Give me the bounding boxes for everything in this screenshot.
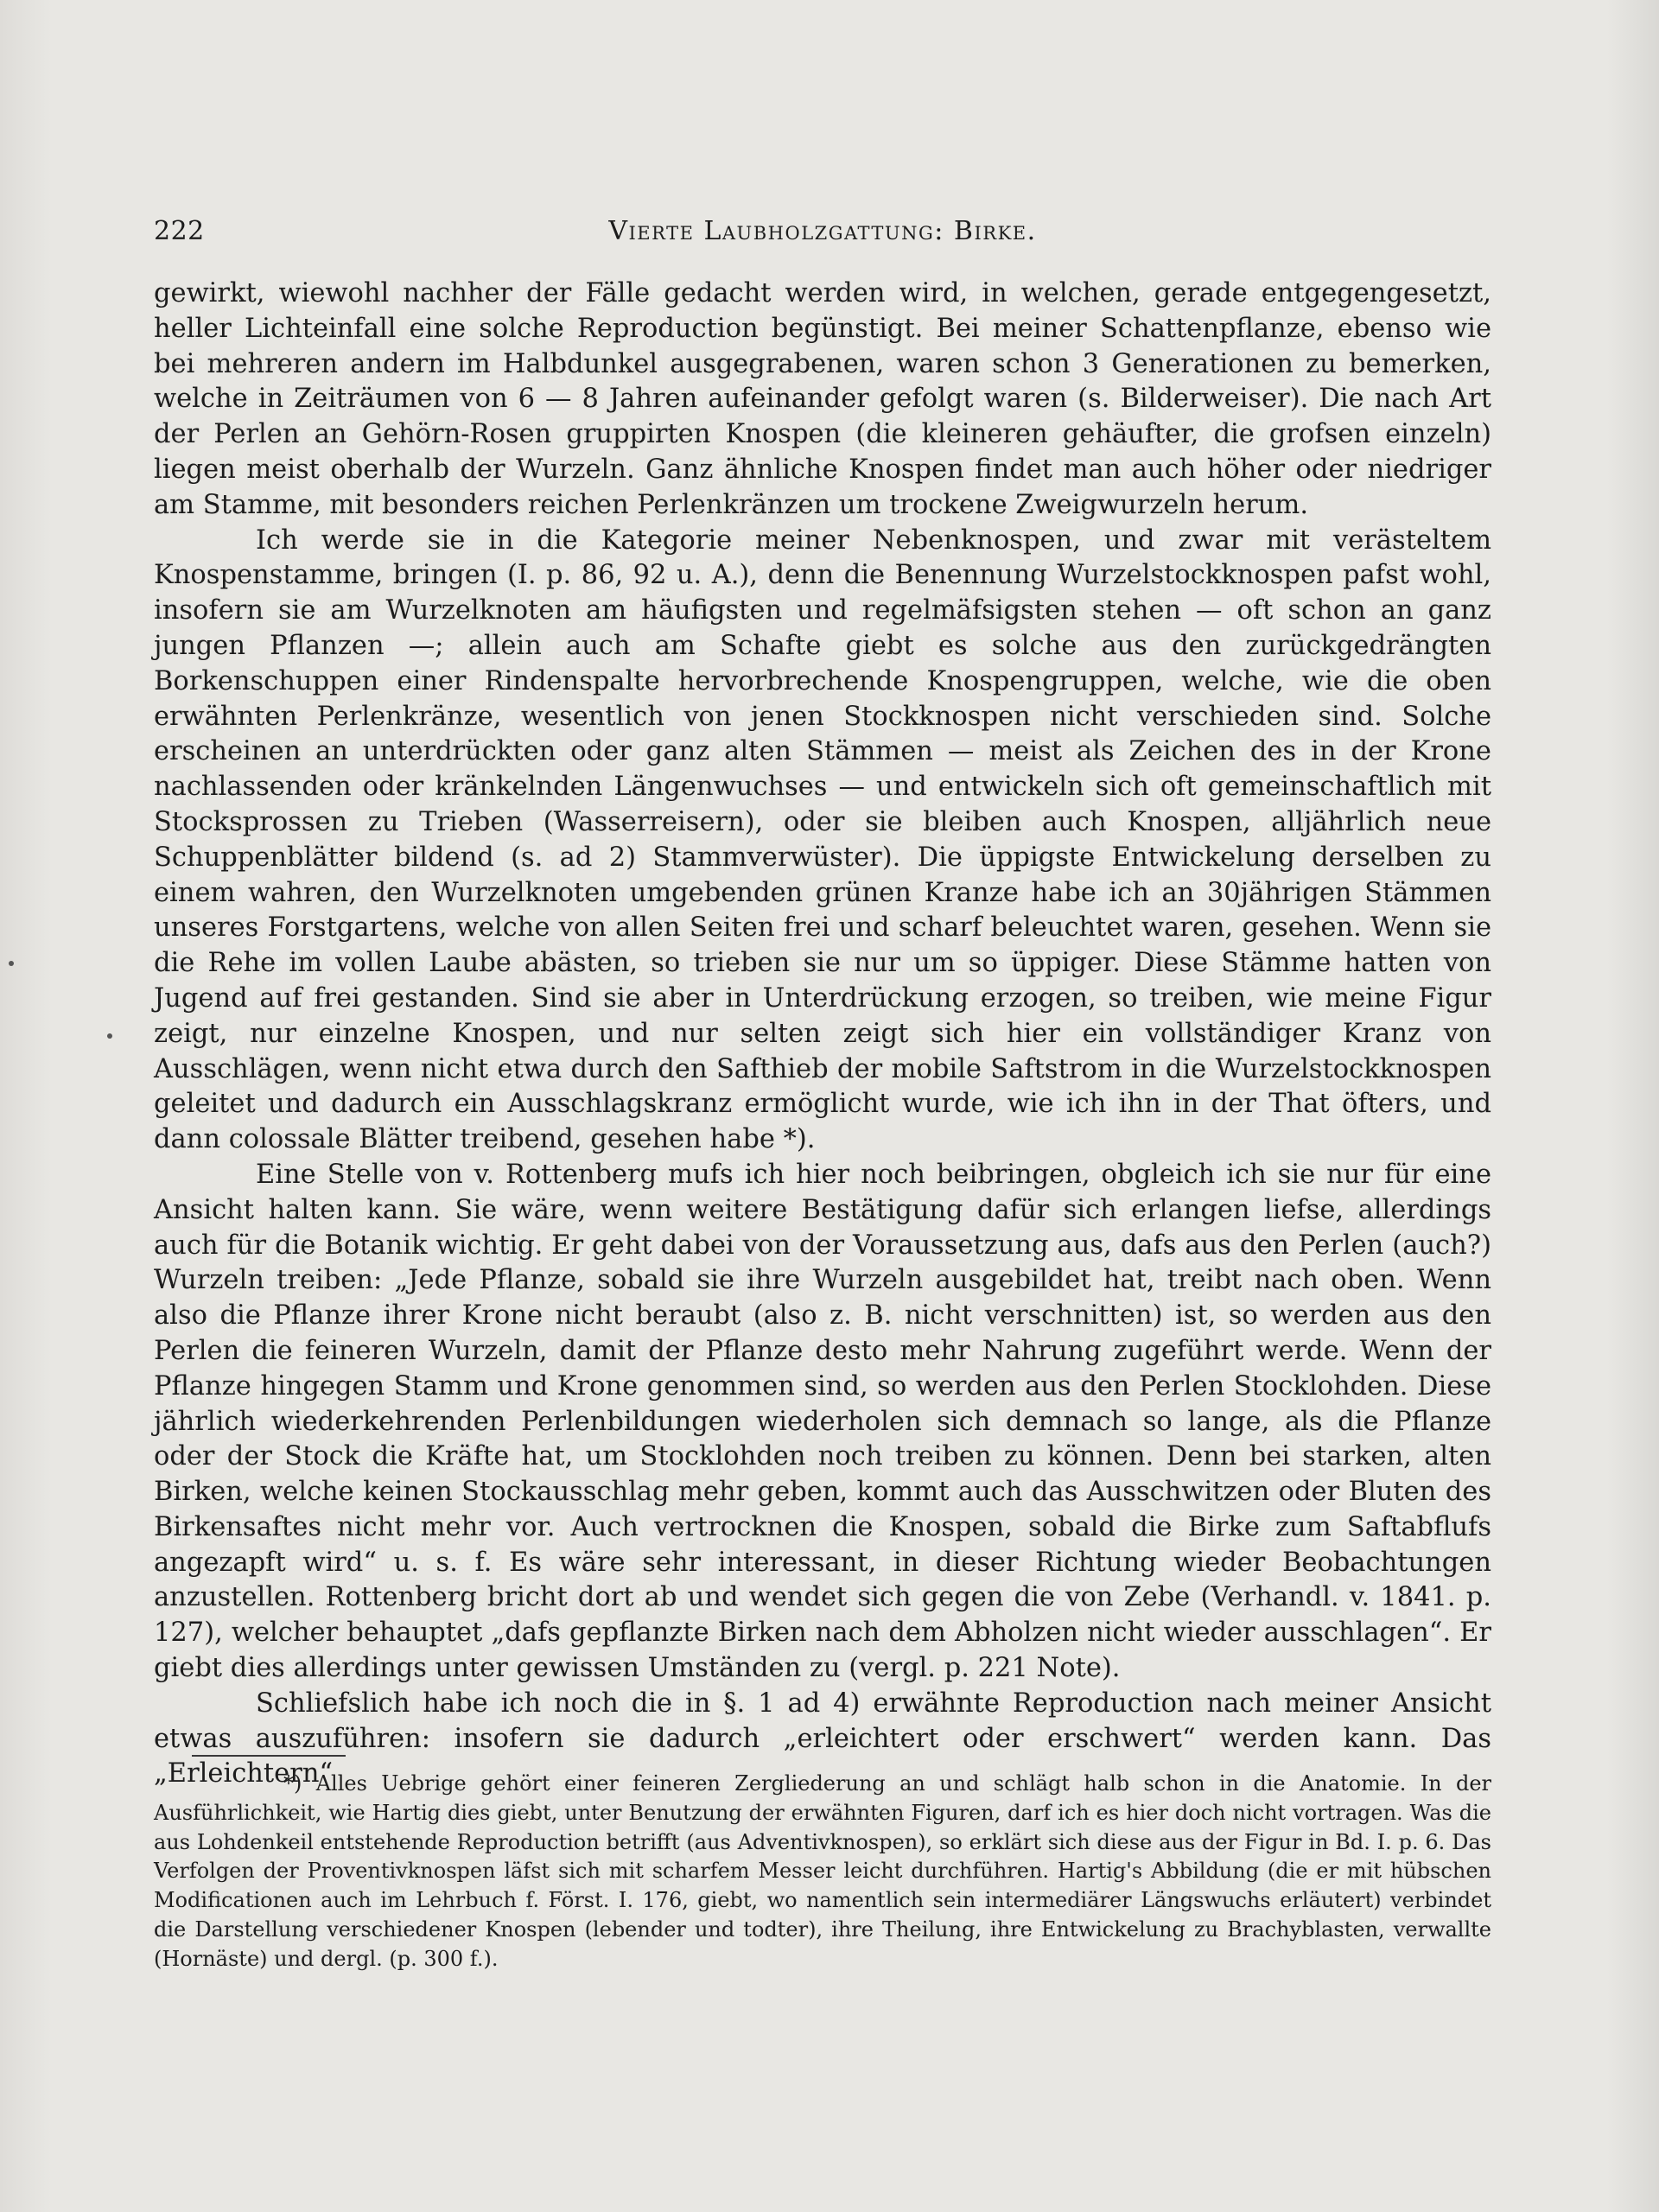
scan-speck xyxy=(9,961,14,966)
body-text xyxy=(154,276,1491,1792)
page-number: 222 xyxy=(154,216,205,246)
paragraph-4: Schliefslich habe ich noch die in §. 1 ad 4) erwähnte Reproduction nach meiner Ansicht etwas auszuführen: insofern sie dadurch „erleichtert oder erschwert“ werden kann. Das „Erleichtern“ xyxy=(154,1688,1491,1789)
page-header xyxy=(154,216,1491,256)
scan-speck xyxy=(107,1033,112,1039)
footnote-rule xyxy=(192,1755,346,1757)
footnote: *) Alles Uebrige gehört einer feineren Zergliederung an und schlägt halb schon in die Anatomie. In der Ausführlichkeit, wie Hartig dies giebt, unter Benutzung der erwähnten Figuren, darf ich es hier doch nicht vortragen. Was die aus Lohdenkeil entstehende Reproduction betrifft (aus Adventivknospen), so erklärt sich diese aus der Figur in Bd. I. p. 6. Das Verfolgen der Proventivknospen läfst sich mit scharfem Messer leicht durchführen. Hartig's Abbildung (die er mit hübschen Modificationen auch im Lehrbuch f. Först. I. 176, giebt, wo namentlich sein intermediärer Längswuchs erläutert) verbindet die Darstellung verschiedener Knospen (lebender und todter), ihre Theilung, ihre Entwickelung zu Brachyblasten, verwallte (Hornäste) und dergl. (p. 300 f.). xyxy=(154,1771,1491,1971)
paragraph-1: gewirkt, wiewohl nachher der Fälle gedacht werden wird, in welchen, gerade entgegengesetzt, heller Lichteinfall eine solche Reproduction begünstigt. Bei meiner Schattenpflanze, ebenso wie bei mehreren andern im Halbdunkel ausgegrabenen, waren schon 3 Generationen zu bemerken, welche in Zeiträumen von 6 — 8 Jahren aufeinander gefolgt waren (s. Bilderweiser). Die nach Art der Perlen an Gehörn-Rosen gruppirten Knospen (die kleineren gehäufter, die grofsen einzeln) liegen meist oberhalb der Wurzeln. Ganz ähnliche Knospen findet man auch höher oder niedriger am Stamme, mit besonders reichen Perlenkränzen um trockene Zweigwurzeln herum. xyxy=(154,278,1491,520)
paragraph-2: Ich werde sie in die Kategorie meiner Nebenknospen, und zwar mit verästeltem Knospenstamme, bringen (I. p. 86, 92 u. A.), denn die Benennung Wurzelstockknospen pafst wohl, insofern sie am Wurzelknoten am häufigsten und regelmäfsigsten stehen — oft schon an ganz jungen Pflanzen —; allein auch am Schafte giebt es solche aus den zurückgedrängten Borkenschuppen einer Rindenspalte hervorbrechende Knospengruppen, welche, wie die oben erwähnten Perlenkränze, wesentlich von jenen Stockknospen nicht verschieden sind. Solche erscheinen an unterdrückten oder ganz alten Stämmen — meist als Zeichen des in der Krone nachlassenden oder kränkelnden Längenwuchses — und entwickeln sich oft gemeinschaftlich mit Stocksprossen zu Trieben (Wasserreisern), oder sie bleiben auch Knospen, alljährlich neue Schuppenblätter bildend (s. ad 2) Stammverwüster). Die üppigste Entwickelung derselben zu einem wahren, den Wurzelknoten umgebenden grünen Kranze habe ich an 30jährigen Stämmen unseres Forstgartens, welche von allen Seiten frei und scharf beleuchtet waren, gesehen. Wenn sie die Rehe im vollen Laube abästen, so trieben sie nur um so üppiger. Diese Stämme hatten von Jugend auf frei gestanden. Sind sie aber in Unterdrückung erzogen, so treiben, wie meine Figur zeigt, nur einzelne Knospen, und nur selten zeigt sich hier ein vollständiger Kranz von Ausschlägen, wenn nicht etwa durch den Safthieb der mobile Saftstrom in die Wurzelstockknospen geleitet und dadurch ein Ausschlagskranz ermöglicht wurde, wie ich ihn in der That öfters, und dann colossale Blätter treibend, gesehen habe *). xyxy=(154,524,1491,1155)
paragraph-3: Eine Stelle von v. Rottenberg mufs ich hier noch beibringen, obgleich ich sie nur für eine Ansicht halten kann. Sie wäre, wenn weitere Bestätigung dafür sich erlangen liefse, allerdings auch für die Botanik wichtig. Er geht dabei von der Voraussetzung aus, dafs aus den Perlen (auch?) Wurzeln treiben: „Jede Pflanze, sobald sie ihre Wurzeln ausgebildet hat, treibt nach oben. Wenn also die Pflanze ihrer Krone nicht beraubt (also z. B. nicht verschnitten) ist, so werden aus den Perlen die feineren Wurzeln, damit der Pflanze desto mehr Nahrung zugeführt werde. Wenn der Pflanze hingegen Stamm und Krone genommen sind, so werden aus den Perlen Stocklohden. Diese jährlich wiederkehrenden Perlenbildungen wiederholen sich demnach so lange, als die Pflanze oder der Stock die Kräfte hat, um Stocklohden noch treiben zu können. Denn bei starken, alten Birken, welche keinen Stockausschlag mehr geben, kommt auch das Ausschwitzen oder Bluten des Birkensaftes nicht mehr vor. Auch vertrocknen die Knospen, sobald die Birke zum Saftabflufs angezapft wird“ u. s. f. Es wäre sehr interessant, in dieser Richtung wieder Beobachtungen anzustellen. Rottenberg bricht dort ab und wendet sich gegen die von Zebe (Verhandl. v. 1841. p. 127), welcher behauptet „dafs gepflanzte Birken nach dem Abholzen nicht wieder ausschlagen“. Er giebt dies allerdings unter gewissen Umständen zu (vergl. p. 221 Note). xyxy=(154,1159,1491,1684)
running-title: Vierte Laubholzgattung: Birke. xyxy=(608,216,1037,246)
